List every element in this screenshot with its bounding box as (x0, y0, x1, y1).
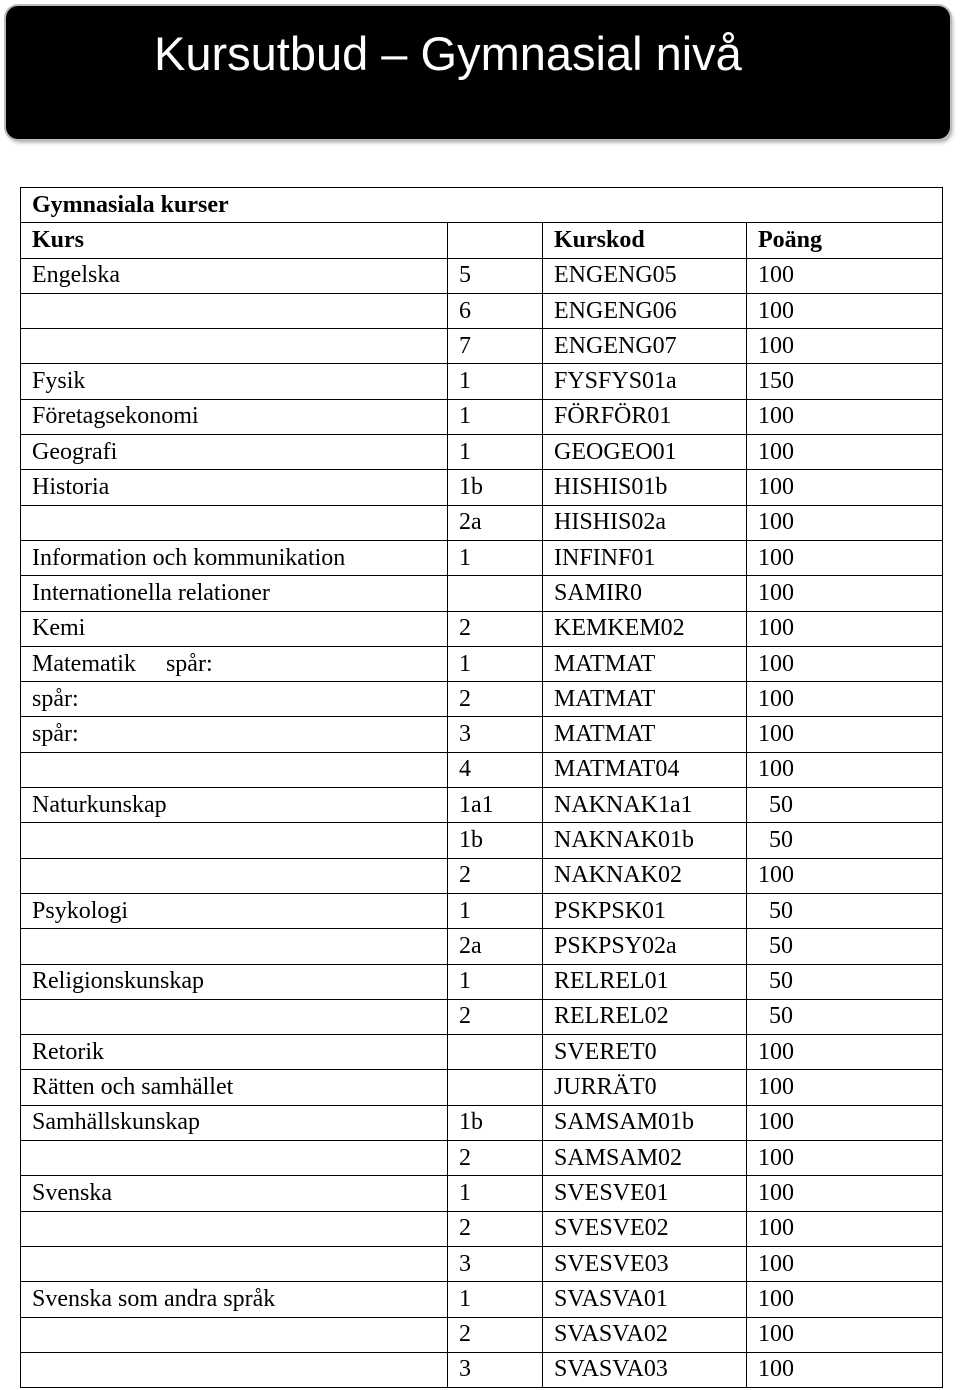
course-code: JURRÄT0 (543, 1070, 747, 1105)
title-banner (6, 6, 950, 139)
course-points: 100 (747, 1317, 943, 1352)
course-points: 100 (747, 858, 943, 893)
course-name-cell (21, 1141, 448, 1176)
course-points: 100 (747, 1035, 943, 1070)
track-label: spår: (32, 685, 79, 712)
course-code: FYSFYS01a (543, 364, 747, 399)
table-row (21, 540, 943, 575)
course-level: 1 (448, 893, 543, 928)
course-name-cell (21, 752, 448, 787)
course-points: 50 (747, 964, 943, 999)
course-level: 3 (448, 717, 543, 752)
course-name-cell (21, 1352, 448, 1387)
track-label: spår: (32, 721, 79, 748)
course-points: 50 (747, 788, 943, 823)
header-level (448, 223, 543, 258)
course-code: PSKPSK01 (543, 893, 747, 928)
course-points: 100 (747, 1352, 943, 1387)
course-name-cell: Naturkunskap (21, 788, 448, 823)
course-level: 4 (448, 752, 543, 787)
course-name-cell (21, 717, 448, 752)
course-points: 50 (747, 999, 943, 1034)
course-code: HISHIS01b (543, 470, 747, 505)
course-code: ENGENG07 (543, 329, 747, 364)
course-level (448, 576, 543, 611)
course-level: 1b (448, 823, 543, 858)
course-level: 2 (448, 1211, 543, 1246)
course-level (448, 1070, 543, 1105)
table-row (21, 1105, 943, 1140)
course-points: 100 (747, 1176, 943, 1211)
table-row (21, 399, 943, 434)
course-points: 100 (747, 682, 943, 717)
course-level: 1b (448, 470, 543, 505)
table-row (21, 1282, 943, 1317)
course-name-cell: Internationella relationer (21, 576, 448, 611)
table-row (21, 576, 943, 611)
course-name-cell: Engelska (21, 258, 448, 293)
track-label: spår: (165, 650, 213, 677)
page-title: Kursutbud – Gymnasial nivå (154, 27, 742, 80)
course-points: 50 (747, 893, 943, 928)
course-level: 2 (448, 682, 543, 717)
course-level: 2 (448, 1141, 543, 1176)
course-name-cell: Svenska som andra språk (21, 1282, 448, 1317)
course-code: MATMAT (543, 682, 747, 717)
header-row (21, 223, 943, 258)
course-code: ENGENG05 (543, 258, 747, 293)
course-code: RELREL01 (543, 964, 747, 999)
course-level: 2 (448, 858, 543, 893)
course-code: NAKNAK1a1 (543, 788, 747, 823)
course-name-cell: Religionskunskap (21, 964, 448, 999)
table-row (21, 788, 943, 823)
table-row (21, 964, 943, 999)
course-level: 2a (448, 929, 543, 964)
course-name-cell (21, 929, 448, 964)
course-name-cell: Fysik (21, 364, 448, 399)
course-level: 2 (448, 611, 543, 646)
table-row (21, 682, 943, 717)
table-row (21, 435, 943, 470)
course-code: INFINF01 (543, 540, 747, 575)
course-level: 7 (448, 329, 543, 364)
course-name-cell (21, 682, 448, 717)
course-code: SVESVE01 (543, 1176, 747, 1211)
course-points: 100 (747, 470, 943, 505)
course-level: 1 (448, 1176, 543, 1211)
course-level: 2 (448, 1317, 543, 1352)
table-row (21, 717, 943, 752)
course-name-cell: Geografi (21, 435, 448, 470)
table-row (21, 893, 943, 928)
course-name-cell: Information och kommunikation (21, 540, 448, 575)
course-points: 100 (747, 752, 943, 787)
course-level: 1 (448, 646, 543, 681)
table-row (21, 1141, 943, 1176)
course-level: 2 (448, 999, 543, 1034)
course-code: SVASVA01 (543, 1282, 747, 1317)
course-code: FÖRFÖR01 (543, 399, 747, 434)
course-name-cell: Psykologi (21, 893, 448, 928)
course-points: 100 (747, 646, 943, 681)
course-level: 3 (448, 1352, 543, 1387)
course-code: SVASVA03 (543, 1352, 747, 1387)
course-name-cell (21, 1317, 448, 1352)
table-row (21, 364, 943, 399)
course-points: 100 (747, 576, 943, 611)
course-level: 3 (448, 1246, 543, 1281)
course-name-cell (21, 505, 448, 540)
course-name-cell (21, 329, 448, 364)
course-code: SVESVE02 (543, 1211, 747, 1246)
course-code: NAKNAK02 (543, 858, 747, 893)
course-level: 1 (448, 435, 543, 470)
table-row (21, 470, 943, 505)
course-points: 100 (747, 399, 943, 434)
course-level: 1a1 (448, 788, 543, 823)
course-points: 100 (747, 293, 943, 328)
course-code: SVESVE03 (543, 1246, 747, 1281)
course-code: MATMAT04 (543, 752, 747, 787)
course-code: HISHIS02a (543, 505, 747, 540)
course-name: Matematik (32, 650, 136, 677)
course-level: 1 (448, 364, 543, 399)
course-name-cell: Svenska (21, 1176, 448, 1211)
course-code: MATMAT (543, 646, 747, 681)
course-points: 100 (747, 1070, 943, 1105)
course-name-cell: Rätten och samhället (21, 1070, 448, 1105)
table-row (21, 858, 943, 893)
table-row (21, 293, 943, 328)
section-title: Gymnasiala kurser (21, 188, 943, 223)
course-code: SVERET0 (543, 1035, 747, 1070)
course-code: NAKNAK01b (543, 823, 747, 858)
course-points: 100 (747, 1105, 943, 1140)
course-code: PSKPSY02a (543, 929, 747, 964)
table-row (21, 505, 943, 540)
course-points: 50 (747, 823, 943, 858)
course-level: 2a (448, 505, 543, 540)
table-row (21, 611, 943, 646)
course-points: 100 (747, 1141, 943, 1176)
course-points: 150 (747, 364, 943, 399)
table-row (21, 929, 943, 964)
course-code: SAMIR0 (543, 576, 747, 611)
course-name-cell (21, 1211, 448, 1246)
course-table (20, 187, 943, 1388)
course-level: 1 (448, 964, 543, 999)
course-level: 6 (448, 293, 543, 328)
course-points: 100 (747, 611, 943, 646)
header-points: Poäng (747, 223, 943, 258)
table-row (21, 329, 943, 364)
course-code: SAMSAM01b (543, 1105, 747, 1140)
section-title-row (21, 188, 943, 223)
course-name-cell: Samhällskunskap (21, 1105, 448, 1140)
course-code: SAMSAM02 (543, 1141, 747, 1176)
table-row (21, 258, 943, 293)
course-code: SVASVA02 (543, 1317, 747, 1352)
course-points: 50 (747, 929, 943, 964)
course-name-cell: Kemi (21, 611, 448, 646)
course-code: GEOGEO01 (543, 435, 747, 470)
table-row (21, 1035, 943, 1070)
course-level: 1 (448, 1282, 543, 1317)
course-name-cell: Företagsekonomi (21, 399, 448, 434)
course-name-cell: Retorik (21, 1035, 448, 1070)
course-points: 100 (747, 717, 943, 752)
course-points: 100 (747, 1246, 943, 1281)
table-row (21, 1317, 943, 1352)
table-row (21, 646, 943, 681)
course-name-cell (21, 999, 448, 1034)
course-level: 5 (448, 258, 543, 293)
header-course: Kurs (21, 223, 448, 258)
course-name-cell (21, 646, 448, 681)
course-level (448, 1035, 543, 1070)
course-level: 1 (448, 540, 543, 575)
course-code: MATMAT (543, 717, 747, 752)
course-points: 100 (747, 258, 943, 293)
table-row (21, 1070, 943, 1105)
course-points: 100 (747, 329, 943, 364)
table-row (21, 752, 943, 787)
course-points: 100 (747, 1211, 943, 1246)
course-level: 1b (448, 1105, 543, 1140)
course-name-cell (21, 858, 448, 893)
course-points: 100 (747, 505, 943, 540)
course-level: 1 (448, 399, 543, 434)
course-code: KEMKEM02 (543, 611, 747, 646)
course-points: 100 (747, 1282, 943, 1317)
header-code: Kurskod (543, 223, 747, 258)
course-name-cell (21, 1246, 448, 1281)
table-row (21, 1246, 943, 1281)
course-points: 100 (747, 435, 943, 470)
course-code: ENGENG06 (543, 293, 747, 328)
course-name-cell (21, 823, 448, 858)
course-name-cell: Historia (21, 470, 448, 505)
table-row (21, 823, 943, 858)
course-name-cell (21, 293, 448, 328)
course-code: RELREL02 (543, 999, 747, 1034)
table-row (21, 1352, 943, 1387)
table-row (21, 1211, 943, 1246)
table-row (21, 999, 943, 1034)
table-row (21, 1176, 943, 1211)
course-points: 100 (747, 540, 943, 575)
